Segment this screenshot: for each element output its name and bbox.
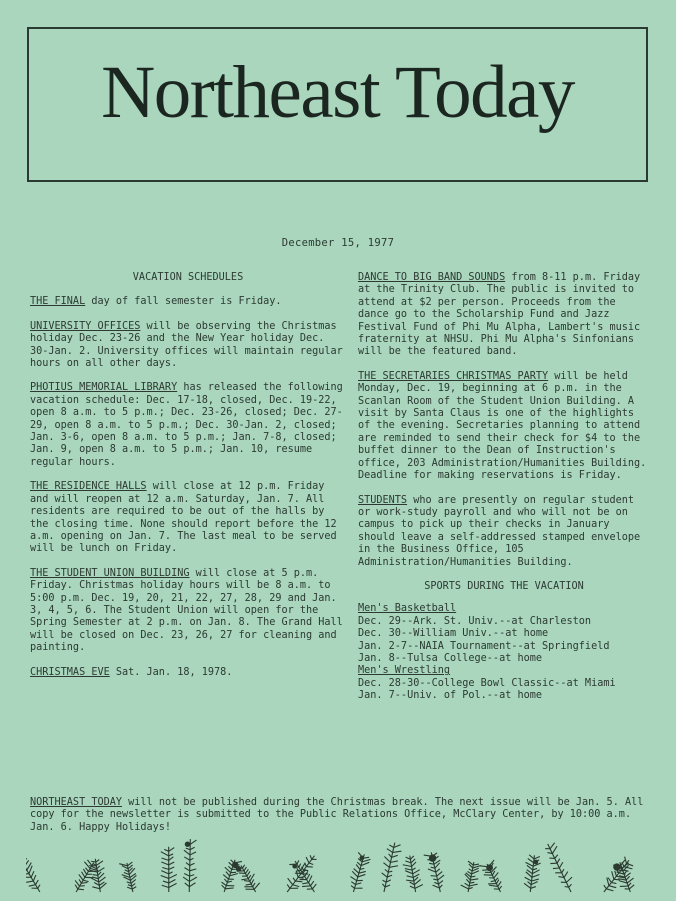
branch-needle (82, 872, 85, 878)
branch-needle (383, 863, 389, 868)
branch-needle (566, 877, 572, 882)
branch-needle (405, 871, 412, 874)
issue-date: December 15, 1977 (281, 237, 395, 249)
berry-cluster (534, 860, 538, 864)
right-paragraph (358, 495, 650, 569)
branch-needle (552, 846, 557, 853)
branch-needle (550, 843, 555, 849)
branch-needle (557, 859, 560, 863)
branch-needle (79, 879, 81, 883)
paragraph-text: Sat. Jan. 18, 1978. (115, 666, 233, 678)
branch-needle (532, 875, 539, 878)
branch-needle (186, 863, 190, 866)
branch-needle (470, 879, 478, 880)
left-paragraph (30, 296, 346, 308)
branch-needle (78, 889, 84, 890)
sport-schedule-line: Dec. 28-30--College Bowl Classic--at Miami (358, 677, 616, 689)
branch-needle (26, 860, 29, 866)
right-paragraphs (358, 272, 650, 569)
branch-needle (299, 864, 301, 868)
branch-needle (473, 864, 479, 865)
branch-needle (608, 878, 611, 883)
left-paragraphs (30, 296, 346, 679)
branch-needle (253, 883, 255, 887)
branch-needle (87, 860, 91, 866)
branch-needle (184, 850, 190, 855)
branch-needle (83, 880, 88, 881)
left-column (30, 272, 346, 691)
branch-needle (312, 884, 316, 889)
branch-needle (96, 860, 99, 862)
branch-needle (465, 883, 470, 886)
branch-needle (162, 858, 169, 860)
branch-needle (532, 870, 539, 874)
branch-needle (437, 872, 443, 877)
berry-cluster (236, 867, 240, 871)
branch-needle (169, 883, 177, 887)
masthead-title: Northeast Today (101, 51, 574, 134)
berry-cluster (429, 855, 435, 861)
right-paragraph (358, 371, 650, 483)
berry-cluster (185, 842, 189, 846)
footer-note (30, 797, 650, 834)
branch-needle (382, 884, 385, 887)
branch-needle (244, 867, 247, 871)
branch-needle (495, 878, 498, 881)
branch-needle (161, 875, 169, 878)
branch-needle (569, 884, 572, 887)
branch-needle (494, 872, 499, 878)
branch-needle (225, 888, 233, 889)
berry-cluster (360, 856, 364, 860)
branch-needle (469, 869, 472, 871)
paragraph-lead: PHOTIUS MEMORIAL LIBRARY (30, 382, 178, 394)
branch-needle (357, 862, 361, 866)
sport-group-name: Men's Wrestling (358, 665, 451, 677)
right-paragraph (358, 272, 650, 359)
branch-needle (387, 849, 393, 853)
branch-needle (31, 871, 34, 877)
branch-needle (359, 871, 366, 873)
branch-needle (466, 879, 469, 883)
branch-needle (184, 874, 189, 877)
branch-needle (93, 875, 98, 876)
paragraph-text: from 8-11 p.m. Friday at the Trinity Club. The public is invited to attend at $2 per person. Proceeds from the dance go to the Scholarship Fund and Jazz Festival Fund of Phi Mu Alpha, Lambert's music fraternity at NHSU. Phi Mu Alpha's Sinfonians will be the featured band. (358, 272, 641, 358)
branch-needle (496, 880, 498, 884)
branch-needle (439, 885, 442, 888)
branch-needle (410, 856, 413, 859)
branch-needle (350, 877, 356, 881)
masthead-box (27, 27, 648, 182)
branch-needle (162, 885, 169, 887)
branch-needle (83, 869, 86, 874)
branch-needle (98, 872, 101, 875)
branch-needle (534, 857, 540, 859)
branch-needle (164, 849, 168, 851)
branch-needle (309, 863, 313, 865)
vacation-schedules-heading: VACATION SCHEDULES (132, 272, 244, 283)
paragraph-lead: THE FINAL (30, 296, 86, 308)
branch-needle (162, 868, 169, 870)
branch-needle (389, 854, 392, 858)
branch-needle (414, 877, 418, 881)
branch-needle (615, 871, 617, 876)
branch-needle (415, 884, 423, 888)
branch-needle (405, 869, 412, 871)
left-paragraph (30, 667, 346, 679)
branch-needle (305, 863, 307, 867)
branch-needle (26, 870, 27, 871)
branch-needle (29, 885, 36, 887)
branch-needle (190, 863, 195, 865)
branch-needle (389, 866, 398, 868)
branch-needle (310, 881, 313, 886)
branch-needle (565, 887, 569, 888)
branch-needle (132, 884, 136, 887)
branch-needle (309, 876, 312, 883)
branch-needle (161, 871, 168, 874)
branch-needle (190, 840, 196, 844)
branch-needle (612, 871, 614, 879)
branch-needle (405, 861, 411, 863)
branch-needle (629, 885, 634, 889)
branch-needle (609, 886, 616, 888)
branch-needle (185, 868, 190, 871)
branch-needle (354, 869, 359, 874)
branch-needle (161, 862, 168, 865)
berry-cluster (487, 865, 493, 871)
branch-needle (81, 882, 87, 883)
branch-needle (413, 870, 420, 874)
paragraph-lead: THE SECRETARIES CHRISTMAS PARTY (358, 370, 549, 382)
footer-note-lead: NORTHEAST TODAY (30, 797, 123, 808)
branch-needle (499, 886, 502, 889)
branch-needle (436, 869, 440, 872)
branch-needle (287, 884, 290, 888)
branch-needle (411, 859, 415, 863)
branch-needle (38, 885, 40, 889)
sport-schedule-line: Jan. 8--Tulsa College--at home (358, 652, 543, 664)
left-paragraph (30, 321, 346, 371)
paragraph-text: will close at 5 p.m. Friday. Christmas holiday hours will be 8 a.m. to 5:00 p.m. Dec. 19, 20, 21, 22, 27, 28, 29 and Jan. 3, 4, 5, 6. The Student Union will open for the Spring Semester at 2 p.m. on Jan. 8. The Grand Hall will be closed on Dec. 23, 26, 27 for cleaning and painting. (30, 567, 343, 654)
sports-heading: SPORTS DURING THE VACATION (424, 580, 584, 592)
paragraph-text: will be held Monday, Dec. 19, beginning at 6 p.m. in the Scanlan Room of the Student Union Building. A visit by Santa Claus is one of the highlights of the evening. Secretaries planning to attend are reminded to send their check for $4 to the buffet dinner to the Dean of Instruction's office, 203 Administration/Humanities Building. Deadline for making reservations is Friday. (358, 370, 647, 482)
branch-needle (169, 857, 174, 861)
branch-needle (310, 855, 312, 859)
right-column (358, 272, 650, 703)
branch-needle (92, 887, 99, 889)
branch-needle (97, 868, 104, 872)
branch-needle (169, 854, 173, 856)
branch-needle (389, 845, 393, 848)
sport-schedule-line: Dec. 30--William Univ.--at home (358, 628, 549, 640)
branch-needle (169, 862, 175, 865)
branch-needle (190, 869, 197, 871)
branch-needle (161, 852, 169, 856)
sport-schedule-line: Jan. 2-7--NAIA Tournament--at Springfield (358, 640, 610, 652)
branch-needle (169, 867, 174, 869)
branch-needle (183, 877, 189, 881)
branch-needle (625, 873, 631, 877)
branch-needle (296, 871, 298, 878)
branch-needle (169, 880, 176, 883)
branch-needle (525, 877, 532, 881)
branch-needle (86, 868, 89, 872)
branch-needle (438, 881, 442, 884)
branch-needle (351, 886, 355, 889)
branch-needle (26, 858, 27, 863)
branch-needle (532, 879, 539, 881)
branch-needle (129, 868, 135, 874)
branch-needle (163, 881, 169, 883)
branch-needle (412, 862, 417, 866)
branch-needle (97, 866, 100, 869)
left-paragraph (30, 481, 346, 555)
branch-needle (385, 869, 388, 872)
branch-needle (288, 878, 293, 885)
sport-group-name: Men's Basketball (358, 603, 457, 615)
branch-needle (393, 851, 402, 852)
paragraph-text: day of fall semester is Friday. (91, 296, 282, 308)
branch-needle (189, 877, 196, 881)
branch-needle (131, 879, 136, 883)
branch-needle (390, 861, 397, 862)
branch-needle (606, 889, 613, 891)
branch-needle (247, 871, 250, 876)
paragraph-lead: DANCE TO BIG BAND SOUNDS (358, 272, 506, 283)
paragraph-text: has released the following vacation schedule: Dec. 17-18, closed, Dec. 19-22, open 8 a.m. to 5 p.m.; Dec. 23-26, closed; Dec. 27-29, open 8 a.m. to 5 p.m.; Dec. 30-Jan. 2, closed; Jan. 3-6, open 8 a.m. to 5 p.m.; Jan. 7-8, closed; Jan. 9, open 8 a.m. to 5 p.m.; Jan. 10, resume regular hours. (30, 382, 343, 468)
holiday-foliage-decoration (26, 830, 646, 896)
branch-needle (189, 883, 195, 887)
branch-needle (132, 887, 136, 889)
sport-schedule-line: Jan. 7--Univ. of Pol.--at home (358, 690, 543, 702)
sport-schedule-line: Dec. 29--Ark. St. Univ.--at Charleston (358, 615, 592, 627)
branch-needle (297, 860, 299, 864)
branch-needle (528, 859, 534, 863)
branch-needle (246, 884, 252, 885)
branch-needle (224, 879, 227, 882)
branch-needle (190, 875, 195, 877)
left-paragraph (30, 568, 346, 655)
paragraph-lead: THE STUDENT UNION BUILDING (30, 567, 190, 579)
branch-needle (184, 857, 190, 860)
branch-needle (351, 882, 355, 885)
branch-needle (75, 885, 78, 889)
branch-needle (611, 883, 616, 884)
branch-needle (626, 876, 629, 880)
branch-needle (403, 865, 412, 867)
branch-needle (362, 859, 370, 862)
branch-needle (295, 881, 302, 882)
branch-needle (531, 882, 538, 885)
branch-needle (489, 885, 498, 886)
branch-needle (226, 872, 230, 876)
branch-needle (473, 865, 481, 868)
branch-needle (531, 887, 536, 889)
branch-needle (438, 875, 445, 880)
paragraph-lead: UNIVERSITY OFFICES (30, 320, 141, 332)
branch-needle (169, 872, 173, 874)
branch-needle (614, 879, 620, 880)
left-paragraph (30, 382, 346, 469)
branch-needle (628, 883, 631, 886)
branch-needle (119, 864, 127, 866)
branch-needle (245, 869, 248, 873)
branch-needle (562, 869, 564, 873)
branch-needle (627, 878, 633, 883)
branch-needle (307, 874, 310, 879)
branch-needle (383, 880, 387, 882)
branch-needle (36, 880, 39, 885)
footer-note-text: will not be published during the Christmas break. The next issue will be Jan. 5. All copy for the newsletter is submitted to the Public Relations Office, McClary Center, by 10:00 a.m. Jan. 6. Happy Holidays! (30, 797, 644, 833)
branch-needle (559, 862, 562, 868)
branch-needle (470, 882, 475, 883)
branch-needle (413, 874, 419, 877)
paragraph-text: who are presently on regular student or work-study payroll and who will not be on campus to pick up their checks in January should leave a self-addressed stamped envelope in the Business Office, 105 Administration/Humanities Building. (358, 494, 641, 568)
branch-needle (186, 848, 190, 849)
branch-needle (248, 875, 250, 878)
branch-needle (468, 871, 472, 874)
branch-needle (222, 885, 226, 889)
branch-needle (91, 861, 96, 862)
branch-needle (228, 866, 231, 869)
branch-needle (492, 871, 494, 875)
branch-needle (356, 864, 360, 869)
paragraph-text: will be observing the Christmas holiday Dec. 23-26 and the New Year holiday Dec. 30-Jan. 2. University offices will maintain regular hours on all other days. (30, 320, 343, 370)
branch-needle (29, 866, 32, 874)
branch-needle (555, 855, 558, 859)
branch-needle (382, 873, 388, 877)
berry-cluster (293, 864, 297, 868)
branch-needle (564, 872, 568, 878)
branch-needle (190, 852, 196, 855)
branch-needle (302, 883, 308, 884)
branch-needle (243, 865, 245, 868)
branch-needle (33, 875, 35, 881)
paragraph-lead: STUDENTS (358, 494, 408, 506)
branch-needle (528, 882, 532, 885)
branch-needle (251, 879, 253, 884)
branch-needle (185, 883, 190, 887)
branch-needle (384, 857, 390, 863)
branch-needle (604, 885, 607, 889)
paragraph-lead: THE RESIDENCE HALLS (30, 481, 147, 493)
branch-needle (302, 886, 310, 887)
branch-needle (469, 884, 477, 886)
branch-needle (529, 855, 534, 859)
branch-needle (169, 875, 177, 879)
berry-cluster (614, 864, 620, 870)
branch-needle (553, 868, 559, 869)
branch-needle (296, 870, 300, 871)
branch-needle (407, 876, 414, 878)
branch-needle (306, 857, 309, 863)
branch-needle (412, 868, 416, 870)
branch-needle (293, 885, 300, 887)
branch-needle (190, 847, 195, 849)
branch-needle (293, 878, 295, 881)
branch-needle (300, 876, 304, 877)
branch-needle (406, 880, 414, 881)
branch-needle (498, 881, 501, 886)
branch-needle (241, 879, 248, 880)
sports-schedule (358, 603, 650, 702)
branch-needle (169, 848, 175, 852)
branch-needle (491, 881, 495, 882)
branch-needle (223, 875, 228, 880)
paragraph-lead: CHRISTMAS EVE (30, 666, 110, 678)
paragraph-text: will close at 12 p.m. Friday and will reopen at 12 a.m. Saturday, Jan. 7. All residents are required to be out of the halls by the closing time. None should report before the 12 a.m. opening on Jan. 7. The last meal to be served will be lunch on Friday. (30, 481, 337, 555)
branch-needle (26, 881, 33, 882)
branch-needle (122, 875, 130, 878)
